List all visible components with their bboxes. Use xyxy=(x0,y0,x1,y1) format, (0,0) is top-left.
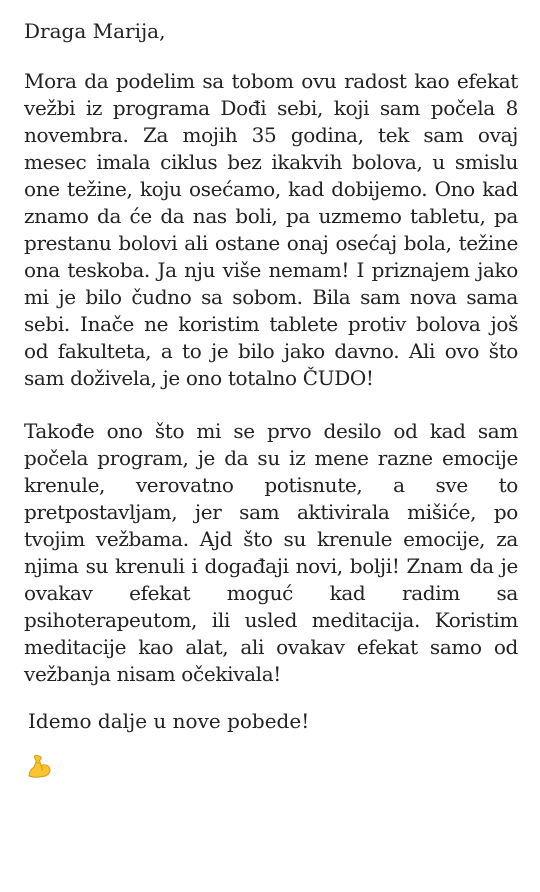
letter-closing: Idemo dalje u nove pobede! xyxy=(28,709,310,733)
letter-paragraph-1: Mora da podelim sa tobom ovu radost kao efekat vežbi iz programa Dođi sebi, koji sam počela 8 novembra. Za mojih 35 godina, tek sam ovaj mesec imala ciklus bez ikakvih bolova, u smislu one težine, koju osećamo, kad dobijemo. Ono kad znamo da će da nas boli, pa uzmemo tabletu, pa prestanu bolovi ali ostane onaj osećaj bola, težine ona teskoba. Ja nju više nemam! I priznajem jako mi je bilo čudno sa sobom. Bila sam nova sama sebi. Inače ne koristim tablete protiv bolova još od fakulteta, a to je bilo jako davno. Ali ovo što sam doživela, je ono totalno ČUDO! xyxy=(24,69,518,390)
flexed-biceps-icon xyxy=(26,753,52,779)
letter-paragraph-2: Takođe ono što mi se prvo desilo od kad sam počela program, je da su iz mene razne emocije krenule, verovatno potisnute, a sve to pretpostavljam, jer sam aktivirala mišiće, po tvojim vežbama. Ajd što su krenule emocije, za njima su krenuli i događaji novi, bolji! Znam da je ovakav efekat moguć kad radim sa psihoterapeutom, ili usled meditacija. Koristim meditacije kao alat, ali ovakav efekat samo od vežbanja nisam očekivala! xyxy=(24,419,518,686)
letter-greeting: Draga Marija, xyxy=(24,19,166,43)
